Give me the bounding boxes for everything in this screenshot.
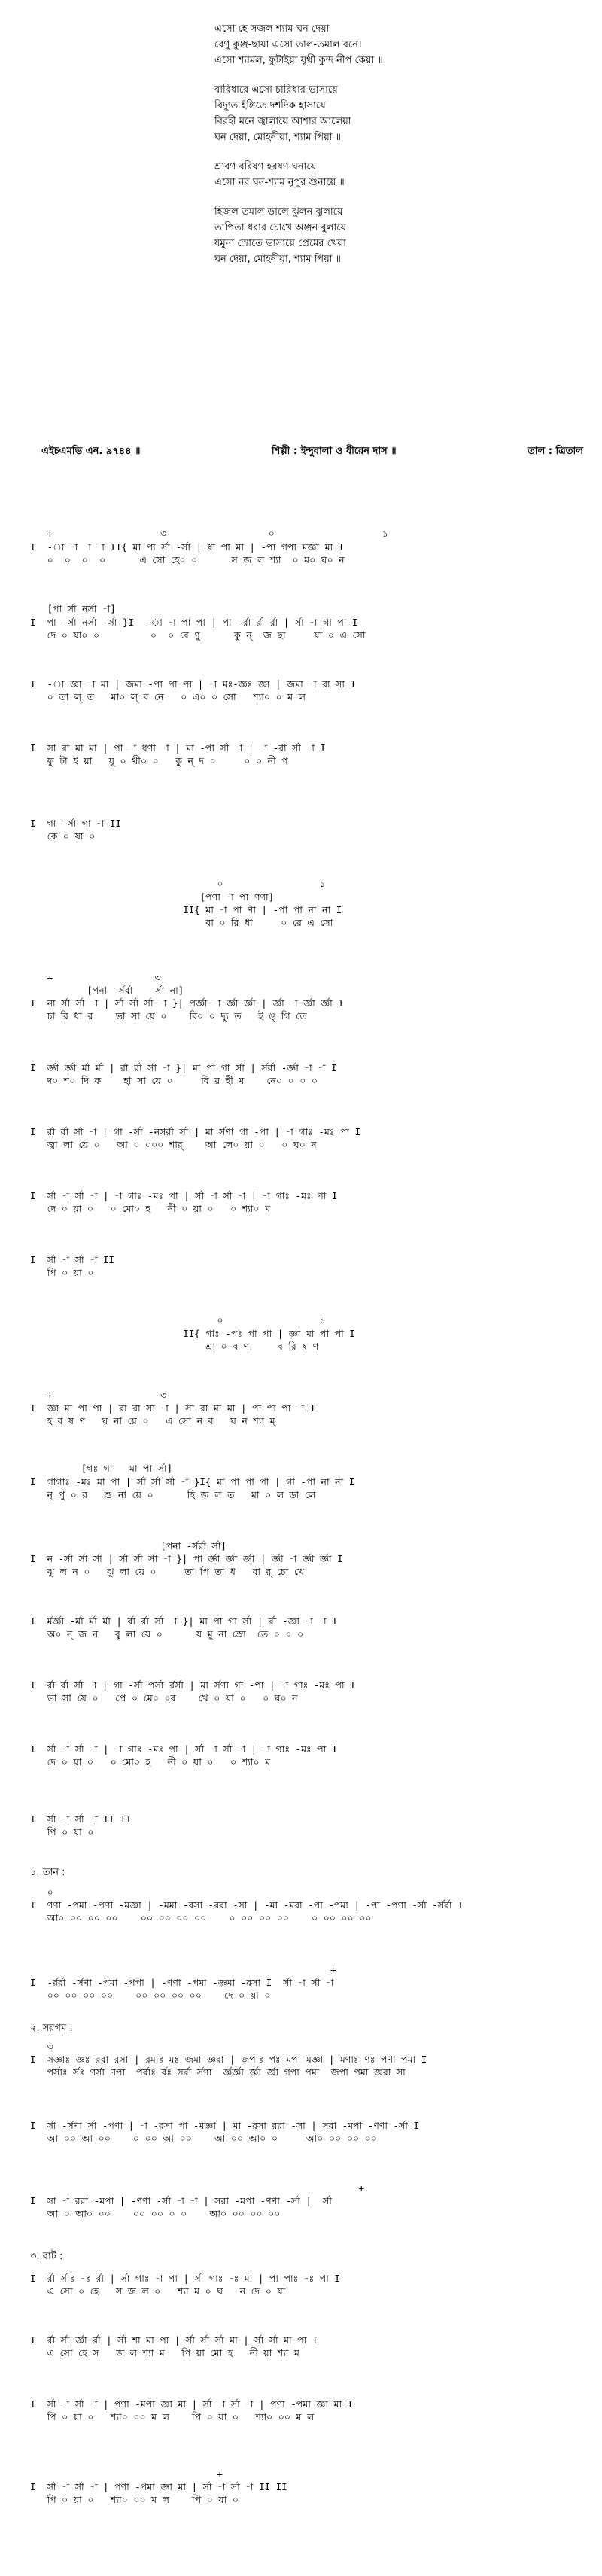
notation-line: দে ০ য়া ০ ০ মো০ হ নী ০ য়া ০ ০ শ্যা০ ম — [30, 1203, 271, 1214]
notation-line: I র্রা র্সা র্জ্ঞা র্রা | র্সা শা মা পা | র্সা র্সা র্সা মা | র্সা র্সা মা পা I — [30, 2334, 318, 2346]
notation-line: এ সো হে স জ ল শ্যা ম পি য়া মো হ নী য়া শ্যা ম — [30, 2347, 299, 2358]
taal-name: তাল : ত্রিতাল — [528, 446, 583, 457]
artist-credit: শিল্পী : ইন্দুবালা ও ধীরেন দাস ॥ — [271, 446, 397, 457]
notation-line: আ ০০ আ ০০ ০ ০০ আ ০০ আ ০০ আ০ ০ আ০ ০০ ০০ ০০ — [30, 2133, 377, 2144]
notation-line: + ৩ ০ ১ — [30, 528, 388, 539]
lyrics-stanza — [214, 159, 568, 190]
notation-line: শ্রা ০ ব ণ ব রি ষ ণ — [30, 1341, 319, 1352]
notation-line: [পা র্সা নর্সা -া] — [30, 603, 116, 614]
lyrics-line: ঘন দেয়া, মোহনীয়া, শ্যাম পিয়া ॥ — [214, 254, 342, 265]
notation-line: I র্সা -া র্সা -া | -া গাঃ -মঃ পা | র্সা -া র্সা -া | -া গাঃ -মঃ পা I — [30, 1190, 338, 1201]
notation-line: I ন -র্সা র্সা র্সা | র্সা র্সা র্সা -া }| পা র্জ্ঞা র্জ্ঞা র্জ্ঞা | র্জ্ঞা -া র্জ্ঞা র্জ্ঞা I — [30, 1553, 343, 1564]
lyrics-line: ঘন দেয়া, মোহনীয়া, শ্যাম পিয়া ॥ — [214, 132, 342, 143]
notation-line: I সা রা মা মা | পা -া ধণা -া | মা -পা র্সা -া | -া -র্রা র্সা -া I — [30, 742, 326, 754]
notation-line: [গঃ গা মা পা র্সা] — [30, 1463, 173, 1474]
record-number: এইচএমভি এন. ৯৭৪৪ ॥ — [41, 446, 141, 457]
lyrics-line: এসো নব ঘন-শ্যাম নূপুর শুনায়ে ॥ — [214, 177, 345, 188]
notation-line: II{ মা -া পা ণা | -পা পা না না I — [30, 904, 342, 915]
notation-line: পি ০ য়া ০ — [30, 1826, 94, 1838]
baat-heading: ৩. বাট : — [30, 2251, 63, 2262]
song-lyrics — [214, 21, 568, 281]
notation-line: I র্মর্জ্ঞা -র্মা র্মা র্মা | র্রা র্রা র্সা -া }| মা পা গা র্সা | র্রা -জ্ঞা -া -া I — [30, 1615, 338, 1627]
lyrics-line: যমুনা স্রোতে ভাসায়ে প্রেমের খেয়া — [214, 238, 346, 249]
lyrics-line: শ্রাবণ বরিষণ হরষণ ঘনায়ে — [214, 161, 317, 172]
notation-line: দে ০ য়া০ ০ ০ ০ বে ণু কু ন্ জ ছা য়া ০ এ সো — [30, 629, 366, 641]
notation-line: I -র্রর্রা -র্সণা -পমা -পপা | -ণণা -পমা -জ্ঞমা -রসা I র্সা -া র্সা -া — [30, 1977, 334, 1988]
notation-line: পি ০ য়া ০ শ্যা০ ০০ ম ল পি ০ য়া ০ শ্যা০ ০০ ম ল — [30, 2411, 315, 2422]
notation-line: জ্বা লা য়ে ০ আ ০ ০০০ শার্ আ লে০ য়া ০ ০ ঘ০ ন — [30, 1139, 317, 1150]
notation-line: II{ গাঃ -পঃ পা পা | জ্ঞা মা পা পা I — [30, 1328, 355, 1339]
notation-line: ফু টা ই য়া যূ ০ থী০ ০ কু ন্ দ ০ ০ ০ নী প — [30, 755, 288, 766]
notation-line: I না র্সা র্সা -া | র্সা র্সা র্সা -া }| পর্জ্ঞা -া র্জ্ঞা র্জ্ঞা | র্জ্ঞা -া র্জ্ঞা র্জ্ঞা I — [30, 997, 344, 1009]
notation-line: I র্রা র্রা র্সা -া | গা -র্সা -নর্সর্রা র্সা | মা র্সণা গা -পা | -া গাঃ -মঃ পা I — [30, 1126, 361, 1137]
notation-line: I র্রা র্সাঃ -ঃ র্রা | র্সা গাঃ -া পা | র্সা গাঃ -ঃ মা | পা পাঃ -ঃ পা I — [30, 2273, 340, 2284]
notation-line: I র্সা -র্সণা র্সা -পণা | -া -রসা পা -মজ্ঞা | মা -রসা ররা -সা | সরা -মপা -ণণা -র্সা I — [30, 2120, 419, 2131]
lyrics-line: এসো শ্যামল, ফুটাইয়া যূথী কুন্দ নীপ কেয়া ॥ — [214, 55, 383, 66]
lyrics-stanza — [214, 204, 568, 267]
notation-line: I র্সা -া র্সা -া II — [30, 1254, 115, 1265]
notation-line: কে ০ য়া ০ — [30, 830, 96, 842]
notation-line: I র্সা -া র্সা -া | পণা -পমা জ্ঞা মা | র্সা -া র্সা -া II II — [30, 2481, 287, 2492]
notation-line: আ ০ আ০ ০০ ০০ ০০ ০ ০ আ০ ০০ ০০ ০০ — [30, 2208, 281, 2219]
notation-line: ৩ — [30, 2041, 53, 2052]
lyrics-line: হিজল তমাল ডালে ঝুলন ঝুলায়ে — [214, 206, 343, 218]
notation-line: দে ০ য়া ০ ০ মো০ হ নী ০ য়া ০ ০ শ্যা০ ম — [30, 1756, 271, 1768]
notation-line: ০ তা ল্ ত মা০ ল্ ব নে ০ এ০ ০ সো শ্যা০ ০ ম ল — [30, 691, 306, 702]
notation-line: + ৩ — [30, 1390, 167, 1401]
notation-line: ০ ০ ০ ০ এ সো হে০ ০ স জ ল শ্যা ০ ম০ ঘ০ ন — [30, 554, 345, 565]
notation-line: [পনা -র্সর্রা র্সা] — [30, 1540, 227, 1551]
notation-line: + — [30, 2182, 365, 2194]
lyrics-line: বারিধারে এসো চারিধার ভাসায়ে — [214, 84, 338, 96]
notation-line: ০০ ০০ ০০ ০০ ০০ ০০ ০০ ০০ দে ০ য়া ০ — [30, 1990, 271, 2001]
notation-line: I -া জ্ঞা -া মা | জমা -পা পা পা | -া মঃ-জ্ঞঃ জ্ঞা | জমা -া রা সা I — [30, 678, 357, 690]
notation-line: পর্সাঃ র্সঃ ণর্সা ণপা পর্রাঃ র্রঃ সর্রা র্সণা র্জ্ঞর্জ্ঞা র্জ্ঞা র্জ্ঞা গপা পমা জপা পমা জ্ঞরা সা — [30, 2066, 406, 2078]
notation-line: I র্সা -া র্সা -া | -া গাঃ -মঃ পা | র্সা -া র্সা -া | -া গাঃ -মঃ পা I — [30, 1743, 338, 1755]
notation-line: দ০ শ০ দি ক হা সা য়ে ০ বি র হী ম নে০ ০ ০ ০ — [30, 1075, 318, 1086]
notation-line: অ০ ন্ জ ন বু লা য়ে ০ য মু না স্রো তে ০ ০ ০ — [30, 1628, 304, 1640]
lyrics-line: তাপিতা ধরার চোখে অঞ্জন বুলায়ে — [214, 222, 346, 233]
notation-line: + — [30, 1964, 336, 1975]
sargam-heading: ২. সরগম : — [30, 2023, 73, 2034]
notation-line: + — [30, 2468, 223, 2480]
notation-line: I ণণা -পমা -পণা -মজ্ঞা | -মমা -রসা -ররা -সা | -মা -মরা -পা -পমা | -পা -পণা -র্সা -র্সর্রা I — [30, 1899, 464, 1911]
notation-line: I র্রা র্রা র্সা -া | গা -র্সা পর্সা র্রর্সা | মা র্সণা গা -পা | -া গাঃ -মঃ পা I — [30, 1679, 356, 1691]
notation-line: ০ ১ — [30, 1314, 326, 1326]
notation-line: [পনা -র্সর্রা র্সা না] — [30, 985, 184, 996]
lyrics-line: বেণু কুঞ্জ-ছায়া এসো তাল-তমাল বনে। — [214, 39, 362, 50]
notation-line: I জ্ঞা মা পা পা | রা রা সা -া | সা রা মা মা | পা পা পা -া I — [30, 1402, 316, 1414]
notation-line: বা ০ রি ধা ০ রে এ সো — [30, 917, 333, 928]
notation-line: ০ ১ — [30, 878, 326, 889]
notation-line: I র্জ্ঞা র্জ্ঞা র্মা র্মা | র্রা র্রা র্সা -া }| মা পা গা র্সা | র্সর্রা -র্জ্ঞা -া -া I — [30, 1062, 337, 1073]
lyrics-stanza — [214, 82, 568, 145]
notation-line: [পণা -া পা ণণা] — [30, 891, 275, 903]
lyrics-stanza — [214, 21, 568, 69]
notation-line: ০ — [30, 1886, 53, 1898]
notation-line: ভা সা য়ে ০ প্রে ০ মে০ ০র খে ০ য়া ০ ০ ঘ০ ন — [30, 1692, 298, 1704]
notation-line: এ সো ০ হে স জ ল ০ শ্যা ম ০ ঘ ন দে ০ য়া — [30, 2285, 286, 2297]
notation-line: I র্সা -া র্সা -া | পণা -মপা জ্ঞা মা | র্সা -া র্সা -া | পণা -পমা জ্ঞা মা I — [30, 2398, 354, 2410]
notation-line: I সজ্ঞাঃ জ্ঞঃ ররা রসা | রমাঃ মঃ জমা জ্ঞরা | জপাঃ পঃ মপা মজ্ঞা | মণাঃ ণঃ পণা পমা I — [30, 2054, 427, 2065]
notation-line: নূ পু ০ র শু না য়ে ০ হি জ ল ত মা ০ ল ডা লে — [30, 1489, 316, 1500]
notation-line: চা রি ধা র ভা সা য়ে ০ বি০ ০ দ্যু ত ই ঙ্ গি তে — [30, 1010, 307, 1022]
notation-line: + ৩ — [30, 972, 161, 983]
tan-heading: ১. তান : — [30, 1867, 65, 1878]
notation-line: I পা -র্সা নর্সা -র্সা }I -া -া পা পা | পা -র্রা র্রা র্রা | র্সা -া গা পা I — [30, 617, 358, 628]
notation-line: ঝু ল ন ০ ঝু লা য়ে ০ তা পি তা ধ রা র্ চো খে — [30, 1566, 305, 1577]
notation-line: পি ০ য়া ০ — [30, 1267, 94, 1278]
lyrics-line: বিদ্যুত ইঙ্গিতে দশদিক হাসায়ে — [214, 100, 326, 111]
notation-line: I গাগাঃ -মঃ মা পা | র্সা র্সা র্সা -া }I{ মা পা পা পা | গা -পা না না I — [30, 1476, 355, 1487]
notation-line: I সা -া ররা -মপা | -ণণা -র্সা -া -া | সরা -মপা -ণণা -র্সা | র্সা — [30, 2195, 332, 2206]
notation-line: হ র ষ ণ ঘ না য়ে ০ এ সো ন ব ঘ ন শ্যা ম্ — [30, 1415, 275, 1427]
notation-line: I গা -র্সা গা -া II — [30, 818, 122, 829]
notation-line: আ০ ০০ ০০ ০০ ০০ ০০ ০০ ০০ ০ ০০ ০০ ০০ ০ ০০ ০০ ০০ — [30, 1912, 372, 1923]
notation-line: I -া -া -া -া II{ মা পা র্সা -র্সা | ধা পা মা | -পা গপা মজ্ঞা মা I — [30, 541, 345, 553]
record-info — [41, 444, 583, 460]
lyrics-line: বিরহী মনে জ্বালায়ে আশার আলেয়া — [214, 116, 351, 127]
notation-line: পি ০ য়া ০ শ্যা০ ০০ ম ল পি ০ য়া ০ — [30, 2494, 239, 2505]
lyrics-line: এসো হে সজল শ্যাম-ঘন দেয়া — [214, 23, 330, 35]
notation-line: I র্সা -া র্সা -া II II — [30, 1813, 132, 1825]
